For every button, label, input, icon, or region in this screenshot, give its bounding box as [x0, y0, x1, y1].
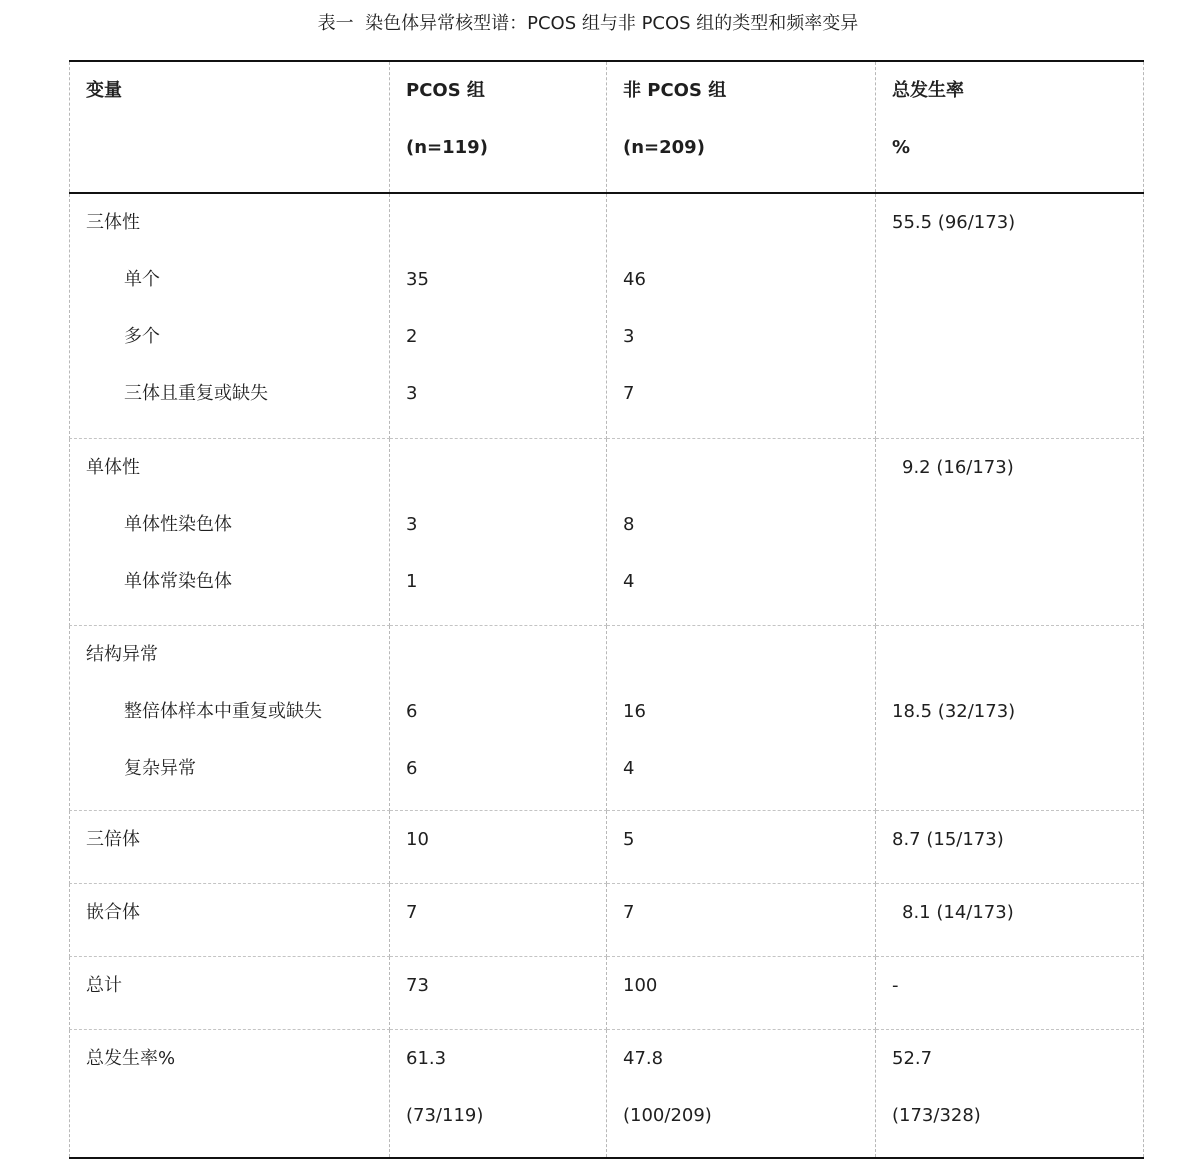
cell-non-pcos: 16 4	[607, 626, 876, 811]
table-row-mosaic	[70, 884, 1144, 957]
cell-rate: 9.2 (16/173)	[876, 439, 1144, 626]
header-variable: 变量	[70, 61, 390, 193]
cell-pcos: 73	[390, 957, 607, 1030]
header-total-rate: 总发生率 %	[876, 61, 1144, 193]
header-non-pcos: 非 PCOS 组 (n=209)	[607, 61, 876, 193]
table-row-total	[70, 957, 1144, 1030]
karyotype-table	[69, 60, 1144, 1159]
cell-pcos: 61.3 (73/119)	[390, 1030, 607, 1159]
cell-rate: 8.7 (15/173)	[876, 811, 1144, 884]
table-row-overall-rate	[70, 1030, 1144, 1159]
cell-non-pcos: 46 3 7	[607, 193, 876, 439]
cell-pcos: 3 1	[390, 439, 607, 626]
cell-pcos: 10	[390, 811, 607, 884]
cell-rate: 8.1 (14/173)	[876, 884, 1144, 957]
cell-non-pcos: 47.8 (100/209)	[607, 1030, 876, 1159]
table-row-structural	[70, 626, 1144, 811]
cell-variable: 结构异常 整倍体样本中重复或缺失 复杂异常	[70, 626, 390, 811]
cell-pcos: 7	[390, 884, 607, 957]
table-row-monosomy	[70, 439, 1144, 626]
header-pcos: PCOS 组 (n=119)	[390, 61, 607, 193]
cell-variable: 总发生率%	[70, 1030, 390, 1159]
cell-non-pcos: 100	[607, 957, 876, 1030]
cell-variable: 嵌合体	[70, 884, 390, 957]
cell-rate: -	[876, 957, 1144, 1030]
cell-non-pcos: 7	[607, 884, 876, 957]
cell-variable: 三体性 单个 多个 三体且重复或缺失	[70, 193, 390, 439]
table-caption: 表一 染色体异常核型谱：PCOS 组与非 PCOS 组的类型和频率变异	[317, 13, 859, 34]
table-row-triploid	[70, 811, 1144, 884]
cell-non-pcos: 5	[607, 811, 876, 884]
cell-variable: 三倍体	[70, 811, 390, 884]
table-header-row	[70, 61, 1144, 193]
cell-non-pcos: 8 4	[607, 439, 876, 626]
cell-rate: 55.5 (96/173)	[876, 193, 1144, 439]
cell-pcos: 6 6	[390, 626, 607, 811]
cell-variable: 单体性 单体性染色体 单体常染色体	[70, 439, 390, 626]
cell-variable: 总计	[70, 957, 390, 1030]
cell-rate: 52.7 (173/328)	[876, 1030, 1144, 1159]
table-row-trisomy	[70, 193, 1144, 439]
cell-rate: 18.5 (32/173)	[876, 626, 1144, 811]
cell-pcos: 35 2 3	[390, 193, 607, 439]
